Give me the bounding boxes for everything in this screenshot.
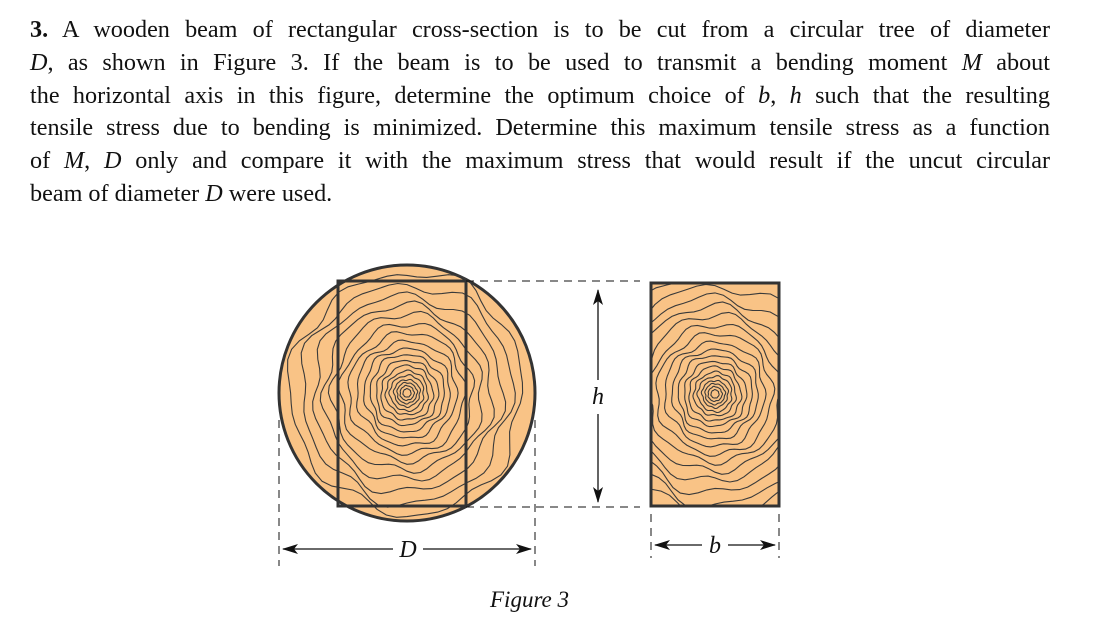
problem-text: , as shown in Figure 3. If the beam is to be used to transmit a bending moment xyxy=(47,48,962,76)
problem-text: A wooden beam of rectangular cross-section is to be cut from a circular tree of diameter xyxy=(62,16,1050,43)
problem-text: only and compare it with the maximum stress that would result if the uncut circular xyxy=(121,147,1050,175)
problem-text: such that the resulting xyxy=(801,81,1050,109)
math-var-b: b xyxy=(758,81,771,109)
math-var-D: D xyxy=(205,179,223,207)
problem-text: tensile stress due to bending is minimized. Determine this maximum tensile stress as a function xyxy=(30,114,1050,142)
log-cross-section xyxy=(279,265,535,521)
label-D: D xyxy=(399,537,417,563)
math-var-D: D xyxy=(103,147,122,175)
math-var-M: M xyxy=(63,147,85,175)
problem-text: , xyxy=(770,81,790,109)
math-var-M: M xyxy=(961,48,982,76)
log-circle xyxy=(279,265,535,521)
problem-text: were used. xyxy=(222,179,333,207)
label-b: b xyxy=(709,533,721,559)
label-h: h xyxy=(592,384,604,410)
math-var-h: h xyxy=(789,81,802,109)
problem-number: 3. xyxy=(30,16,49,43)
math-var-D: D xyxy=(30,48,48,76)
problem-text: , xyxy=(84,147,104,175)
beam-cross-section xyxy=(596,276,831,519)
problem-text: of xyxy=(30,147,64,175)
problem-text: beam of diameter xyxy=(30,179,206,207)
problem-text: about xyxy=(981,48,1050,76)
problem-text: the horizontal axis in this figure, determine the optimum choice of xyxy=(30,81,759,109)
figure-caption: Figure 3 xyxy=(490,587,569,612)
